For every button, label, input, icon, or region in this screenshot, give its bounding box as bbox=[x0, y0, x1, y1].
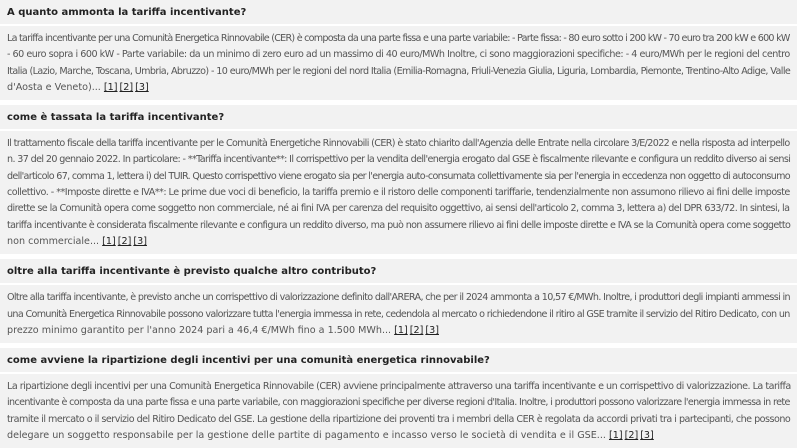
faq-answer bbox=[0, 285, 797, 343]
answer-line: d'Aosta e Veneto)... bbox=[7, 81, 101, 93]
answer-line: tramite il mercato o il servizio del Ritiro Dedicato del GSE. La gestione della ripartizione dei proventi tra i membri della CER è regolata da accordi privati tra i partecipanti, che possono bbox=[7, 413, 791, 425]
source-link-2[interactable]: [2] bbox=[117, 235, 132, 247]
answer-line: dirette se la Comunità opera come soggetto non commerciale, né ai fini IVA per carenza del requisito oggettivo, ai sensi dell'articolo 2, comma 3, lettera a) del DPR 633/72. In sintesi, la bbox=[7, 203, 790, 215]
source-link-3[interactable]: [3] bbox=[640, 430, 654, 442]
faq-answer bbox=[0, 374, 797, 448]
faq-question: come avviene la ripartizione degli incentivi per una comunità energetica rinnovabile? bbox=[0, 348, 797, 374]
faq-question: come è tassata la tariffa incentivante? bbox=[0, 105, 797, 131]
faq-item bbox=[0, 105, 797, 254]
answer-line: tariffa incentivante è considerata fiscalmente rilevante e configura un reddito diverso, ma può non assumere rilievo ai fini delle imposte dirette e IVA se la Comunità opera come soggetto bbox=[7, 219, 791, 231]
answer-line: La tariffa incentivante per una Comunità Energetica Rinnovabile (CER) è composta da una parte fissa e una parte variabile: - Parte fissa: - 80 euro sotto i 200 kW - 70 euro tra 200 kW e 600 kW bbox=[7, 33, 790, 44]
answer-line: - 60 euro sopra i 600 kW - Parte variabile: da un minimo di zero euro ad un massimo di 40 euro/MWh Inoltre, ci sono maggiorazioni specifiche: - 4 euro/MWh per le regioni del centro bbox=[7, 49, 790, 61]
source-link-3[interactable]: [3] bbox=[135, 81, 149, 93]
faq-question: oltre alla tariffa incentivante è previsto qualche altro contributo? bbox=[0, 259, 797, 285]
faq-question: A quanto ammonta la tariffa incentivante? bbox=[0, 0, 797, 26]
answer-line: prezzo minimo garantito per l'anno 2024 pari a 46,4 €/MWh fino a 1.500 MWh... bbox=[7, 324, 392, 336]
source-links bbox=[394, 325, 441, 336]
answer-line: una Comunità Energetica Rinnovabile possono valorizzare tutta l'energia immessa in rete, cedendola al mercato o richiedendone il ritiro al GSE tramite il servizio del Ritiro Dedicato, con un bbox=[7, 308, 790, 320]
faq-item bbox=[0, 259, 797, 343]
answer-line: n. 37 del 20 gennaio 2022. In particolare: - **Tariffa incentivante**: Il corrispettivo per la vendita dell'energia erogato dal GSE è fiscalmente rilevante e configura un reddito diverso ai sensi bbox=[7, 154, 791, 166]
source-link-1[interactable]: [1] bbox=[394, 324, 408, 336]
answer-last-line bbox=[7, 428, 790, 444]
answer-line: incentivante è composta da una parte fissa e una parte variabile, con maggiorazioni specifiche per diverse regioni d'Italia. Inoltre, i produttori possono valorizzare l'energia immessa in rete bbox=[7, 397, 790, 409]
source-links bbox=[609, 430, 656, 441]
answer-last-line bbox=[7, 323, 790, 339]
answer-line: Oltre alla tariffa incentivante, è previsto anche un corrispettivo di valorizzazione definito dall'ARERA, che per il 2024 ammonta a 10,57 €/MWh. Inoltre, i produttori degli impianti ammessi in bbox=[7, 292, 790, 304]
source-links bbox=[102, 236, 149, 247]
answer-line: Italia (Lazio, Marche, Toscana, Umbria, Abruzzo) - 10 euro/MWh per le regioni del nord Italia (Emilia-Romagna, Friuli-Venezia Giulia, Liguria, Lombardia, Piemonte, Trentino-Alto Adige, Valle bbox=[7, 65, 791, 77]
answer-line: delegare un soggetto responsabile per la gestione delle partite di pagamento e incasso verso le società di vendita e il GSE... bbox=[7, 430, 606, 442]
source-link-2[interactable]: [2] bbox=[409, 324, 424, 336]
faq-answer bbox=[0, 131, 797, 254]
source-link-1[interactable]: [1] bbox=[609, 430, 623, 442]
answer-last-line bbox=[7, 234, 790, 250]
answer-line: La ripartizione degli incentivi per una Comunità Energetica Rinnovabile (CER) avviene principalmente attraverso una tariffa incentivante e un corrispettivo di valorizzazione. La tariffa bbox=[7, 381, 791, 393]
source-links bbox=[104, 82, 151, 93]
source-link-2[interactable]: [2] bbox=[119, 81, 134, 93]
answer-last-line bbox=[7, 80, 790, 96]
source-link-1[interactable]: [1] bbox=[103, 81, 118, 93]
source-link-3[interactable]: [3] bbox=[425, 324, 439, 336]
source-link-2[interactable]: [2] bbox=[624, 430, 639, 442]
answer-line: collettivo. - **Imposte dirette e IVA**: Le prime due voci di beneficio, la tariffa premio e il ristoro delle componenti tariffarie, tendenzialmente non assumono rilievo ai fini delle imposte bbox=[7, 187, 790, 199]
source-link-1[interactable]: [1] bbox=[102, 235, 116, 247]
answer-line: dell'articolo 67, comma 1, lettera i) del TUIR. Questo corrispettivo viene erogato sia per l'energia auto-consumata collettivamente sia per l'energia in eccedenza non oggetto di autoconsumo bbox=[7, 170, 790, 182]
answer-line: non commerciale... bbox=[7, 235, 100, 247]
answer-line: Il trattamento fiscale della tariffa incentivante per le Comunità Energetiche Rinnovabili (CER) è stato chiarito dall'Agenzia delle Entrate nella circolare 3/E/2022 e nella risposta ad interpello bbox=[7, 138, 790, 150]
source-link-3[interactable]: [3] bbox=[133, 235, 147, 247]
faq-answer bbox=[0, 26, 797, 100]
faq-item bbox=[0, 348, 797, 448]
faq-item bbox=[0, 0, 797, 100]
